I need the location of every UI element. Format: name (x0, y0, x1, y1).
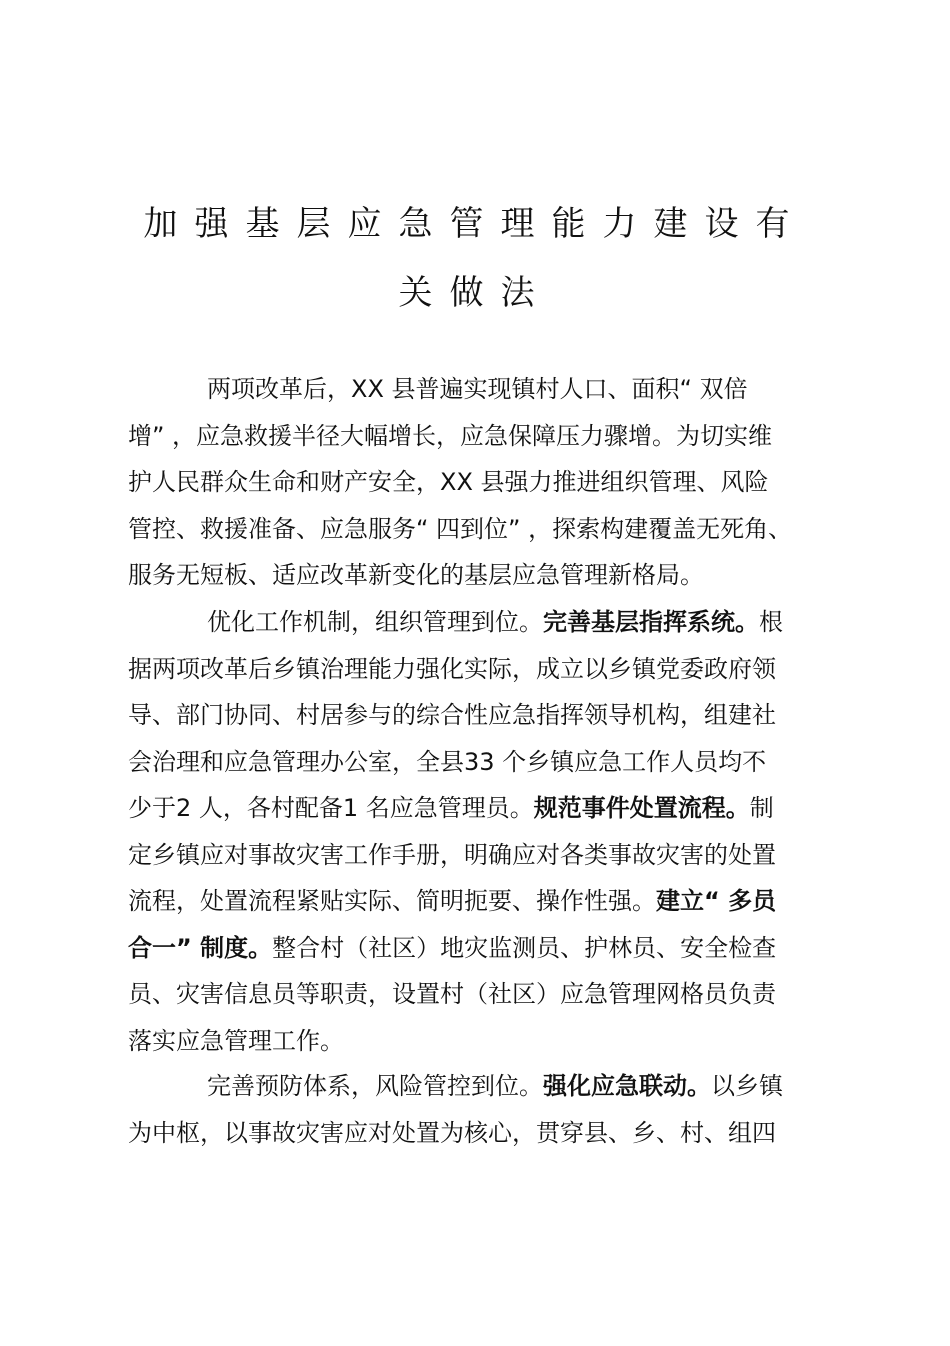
bold-subheading: 规范事件处置流程。 (533, 794, 750, 822)
paragraph-line: 落实应急管理工作。 (128, 1026, 344, 1055)
paragraph-line: 护人民群众生命和财产安全，XX 县强力推进组织管理、风险 (128, 468, 769, 496)
paragraph-line: 据两项改革后乡镇治理能力强化实际，成立以乡镇党委政府领 (128, 654, 776, 683)
paragraph-text: 整合村（社区）地灾监测员、护林员、安全检查 (272, 933, 777, 962)
paragraph-line (128, 878, 833, 925)
paragraph-line (128, 599, 833, 646)
paragraph-organization-management (128, 599, 833, 1064)
paragraph-line: 会治理和应急管理办公室，全县33 个乡镇应急工作人员均不 (128, 747, 767, 776)
section-heading: 优化工作机制，组织管理到位。 (207, 608, 543, 636)
paragraph-risk-control (128, 1063, 833, 1156)
paragraph-line: 增” ，应急救援半径大幅增长，应急保障压力骤增。为切实维 (128, 421, 773, 450)
paragraph-line (128, 925, 833, 972)
bold-subheading: 完善基层指挥系统。 (543, 608, 759, 636)
paragraph-text: 制 (749, 794, 774, 822)
paragraph-line: 定乡镇应对事故灾害工作手册，明确应对各类事故灾害的处置 (128, 840, 776, 869)
paragraph-line: 为中枢，以事故灾害应对处置为核心，贯穿县、乡、村、组四 (128, 1118, 776, 1147)
paragraph-text: 流程，处置流程紧贴实际、简明扼要、操作性强。 (128, 887, 656, 915)
paragraph-text: 以乡镇 (711, 1072, 783, 1100)
bold-subheading: 合一” 制度。 (128, 933, 273, 962)
bold-subheading: 建立“ 多员 (656, 887, 777, 915)
document-title-line-2: 关做法 (398, 273, 552, 313)
paragraph-text: 少于2 人，各村配备1 名应急管理员。 (128, 794, 534, 822)
section-heading: 完善预防体系，风险管控到位。 (207, 1072, 543, 1100)
paragraph-line (128, 1063, 833, 1110)
paragraph-reform-overview (128, 366, 833, 599)
paragraph-line: 两项改革后，XX 县普遍实现镇村人口、面积“ 双倍 (207, 375, 748, 403)
document-title-line-1: 加强基层应急管理能力建设有 (143, 204, 807, 244)
paragraph-line: 管控、救援准备、应急服务“ 四到位” ，探索构建覆盖无死角、 (128, 514, 793, 543)
paragraph-text: 根 (759, 608, 783, 636)
paragraph-line: 服务无短板、适应改革新变化的基层应急管理新格局。 (128, 561, 704, 589)
paragraph-line: 导、部门协同、村居参与的综合性应急指挥领导机构，组建社 (128, 701, 776, 729)
paragraph-line: 员、灾害信息员等职责，设置村（社区）应急管理网格员负责 (128, 980, 776, 1008)
paragraph-line (128, 785, 833, 832)
bold-subheading: 强化应急联动。 (543, 1072, 711, 1100)
